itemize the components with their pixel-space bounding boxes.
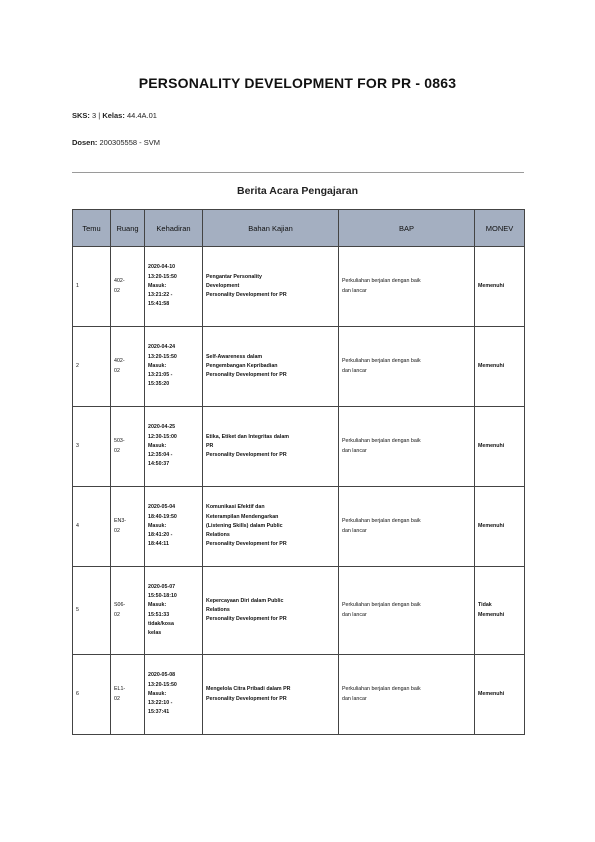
kehadiran-cell-line: 13:20-15:50 [148,273,177,280]
kehadiran-cell-line: 2020-04-10 [148,264,176,271]
bap-cell [339,655,475,735]
column-header-bap: BAP [339,210,475,247]
ruang-cell [111,567,145,655]
bap-cell [339,407,475,487]
monev-cell [475,327,525,407]
monev-cell-line: Memenuhi [478,611,505,618]
bap-cell-line: Perkuliahan berjalan dengan baik [342,278,421,285]
kehadiran-cell-line: 18:40-19:50 [148,513,177,520]
bap-cell [339,327,475,407]
ruang-cell-line: 02 [114,367,120,374]
bahan-kajian-cell-line: Personality Development for PR [206,695,287,702]
monev-cell [475,487,525,567]
column-header-temu: Temu [73,210,111,247]
kehadiran-cell-line: Masuk: [148,602,167,609]
bap-cell-line: dan lancar [342,287,367,294]
bap-cell [339,567,475,655]
table-header-row [73,210,525,247]
divider [72,172,524,173]
monev-cell [475,567,525,655]
temu-cell: 5 [73,567,111,655]
table-row [73,407,525,487]
kehadiran-cell-line: 2020-05-07 [148,583,176,590]
bap-cell-line: Perkuliahan berjalan dengan baik [342,358,421,365]
ruang-cell [111,327,145,407]
kehadiran-cell-line: 13:21:05 - [148,372,173,379]
bahan-kajian-cell-line: Kepercayaan Diri dalam Public [206,597,284,604]
ruang-cell-line: EN3- [114,518,127,525]
bap-cell-line: dan lancar [342,447,367,454]
kehadiran-cell-line: 15:41:58 [148,301,170,308]
kehadiran-cell-line: 2020-05-08 [148,672,176,679]
bahan-kajian-cell-line: Relations [206,606,230,613]
ruang-cell-line: S06- [114,602,126,609]
kehadiran-cell-line: 18:44:11 [148,541,169,548]
bahan-kajian-cell [203,327,339,407]
kehadiran-cell-line: 18:41:20 - [148,532,173,539]
page-title: PERSONALITY DEVELOPMENT FOR PR - 0863 [138,75,457,91]
dosen-value: 200305558 - SVM [99,138,160,147]
bap-cell-line: Perkuliahan berjalan dengan baik [342,518,421,525]
ruang-cell-line: 02 [114,447,120,454]
bap-cell-line: dan lancar [342,527,367,534]
kehadiran-cell-line: 2020-04-25 [148,424,176,431]
kehadiran-cell [145,567,203,655]
bahan-kajian-cell-line: Keterampilan Mendengarkan [206,513,279,520]
kehadiran-cell-line: 15:50-18:10 [148,592,177,599]
sks-value: 3 [92,111,97,120]
temu-cell: 2 [73,327,111,407]
table-row [73,247,525,327]
column-header-bahan-kajian: Bahan Kajian [203,210,339,247]
bahan-kajian-cell-line: Development [206,282,240,289]
bap-cell-line: dan lancar [342,611,367,618]
course-info-line [72,111,157,120]
kehadiran-cell-line: 14:50:37 [148,461,170,468]
bahan-kajian-cell-line: Komunikasi Efektif dan [206,504,265,511]
table-row [73,487,525,567]
kehadiran-cell-line: 2020-05-04 [148,504,176,511]
bap-cell [339,247,475,327]
kehadiran-cell-line: Masuk: [148,442,167,449]
bahan-kajian-cell [203,487,339,567]
kehadiran-cell-line: 13:20-15:50 [148,353,177,360]
bahan-kajian-cell [203,407,339,487]
kehadiran-cell-line: Masuk: [148,282,167,289]
bahan-kajian-cell-line: Pengantar Personality [206,273,262,280]
ruang-cell-line: 402- [114,278,125,285]
monev-cell-line: Memenuhi [478,522,505,529]
kehadiran-cell-line: 15:51:33 [148,611,170,618]
bahan-kajian-cell-line: Relations [206,532,230,539]
kelas-label: Kelas: [102,111,125,120]
kehadiran-cell [145,327,203,407]
bap-cell [339,487,475,567]
ruang-cell [111,487,145,567]
kehadiran-cell-line: 13:20-15:50 [148,681,177,688]
column-header-monev: MONEV [475,210,525,247]
ruang-cell-line: 02 [114,287,120,294]
bahan-kajian-cell-line: Personality Development for PR [206,292,287,299]
bahan-kajian-cell [203,655,339,735]
ruang-cell-line: 503- [114,438,125,445]
bahan-kajian-cell-line: Etika, Etiket dan Integritas dalam [206,433,290,440]
kehadiran-cell [145,655,203,735]
table-row [73,327,525,407]
ruang-cell [111,655,145,735]
dosen-label: Dosen: [72,138,98,147]
bahan-kajian-cell-line: PR [206,442,214,449]
bap-cell-line: dan lancar [342,695,367,702]
kehadiran-cell [145,487,203,567]
table-row [73,655,525,735]
bap-cell-line: Perkuliahan berjalan dengan baik [342,438,421,445]
monev-cell-line: Memenuhi [478,282,505,289]
section-title: Berita Acara Pengajaran [236,185,358,197]
bap-cell-line: Perkuliahan berjalan dengan baik [342,686,421,693]
bahan-kajian-cell [203,567,339,655]
ruang-cell [111,247,145,327]
monev-cell-line: Memenuhi [478,362,505,369]
monev-cell [475,407,525,487]
temu-cell: 3 [73,407,111,487]
monev-cell [475,247,525,327]
kehadiran-cell-line: tidak/kosa [148,620,174,627]
sks-label: SKS: [72,111,90,120]
table-row [73,567,525,655]
bahan-kajian-cell-line: Pengembangan Kepribadian [206,362,278,369]
bap-cell-line: dan lancar [342,367,367,374]
kehadiran-cell-line: Masuk: [148,690,167,697]
kelas-value: 44.4A.01 [126,111,157,120]
kehadiran-cell-line: kelas [148,630,162,637]
kehadiran-cell-line: 13:22:10 - [148,700,173,707]
kehadiran-cell-line: 13:21:22 - [148,292,173,299]
ruang-cell-line: 402- [114,358,125,365]
kehadiran-cell-line: 12:35:04 - [148,452,173,459]
bahan-kajian-cell-line: Mengelola Citra Pribadi dalam PR [206,686,291,693]
kehadiran-cell-line: 15:37:41 [148,709,170,716]
ruang-cell-line: EL1- [114,686,126,693]
column-header-ruang: Ruang [111,210,145,247]
column-header-kehadiran: Kehadiran [145,210,203,247]
kehadiran-cell-line: Masuk: [148,522,167,529]
monev-cell [475,655,525,735]
separator: | [98,111,101,120]
ruang-cell-line: 02 [114,611,120,618]
kehadiran-cell-line: 12:30-15:00 [148,433,177,440]
temu-cell: 6 [73,655,111,735]
bap-cell-line: Perkuliahan berjalan dengan baik [342,602,421,609]
bahan-kajian-cell [203,247,339,327]
ruang-cell [111,407,145,487]
bahan-kajian-cell-line: Personality Development for PR [206,452,287,459]
ruang-cell-line: 02 [114,695,120,702]
bahan-kajian-cell-line: Personality Development for PR [206,372,287,379]
kehadiran-cell [145,407,203,487]
kehadiran-cell [145,247,203,327]
bahan-kajian-cell-line: Personality Development for PR [206,616,287,623]
kehadiran-cell-line: Masuk: [148,362,167,369]
kehadiran-cell-line: 2020-04-24 [148,344,176,351]
ruang-cell-line: 02 [114,527,120,534]
monev-cell-line: Memenuhi [478,442,505,449]
temu-cell: 4 [73,487,111,567]
monev-cell-line: Tidak [478,602,492,609]
bahan-kajian-cell-line: Personality Development for PR [206,541,287,548]
temu-cell: 1 [73,247,111,327]
bap-table [72,209,525,735]
monev-cell-line: Memenuhi [478,690,505,697]
kehadiran-cell-line: 15:35:20 [148,381,170,388]
bahan-kajian-cell-line: Self-Awareness dalam [206,353,263,360]
lecturer-info-line [72,138,160,147]
bahan-kajian-cell-line: (Listening Skills) dalam Public [206,522,283,529]
